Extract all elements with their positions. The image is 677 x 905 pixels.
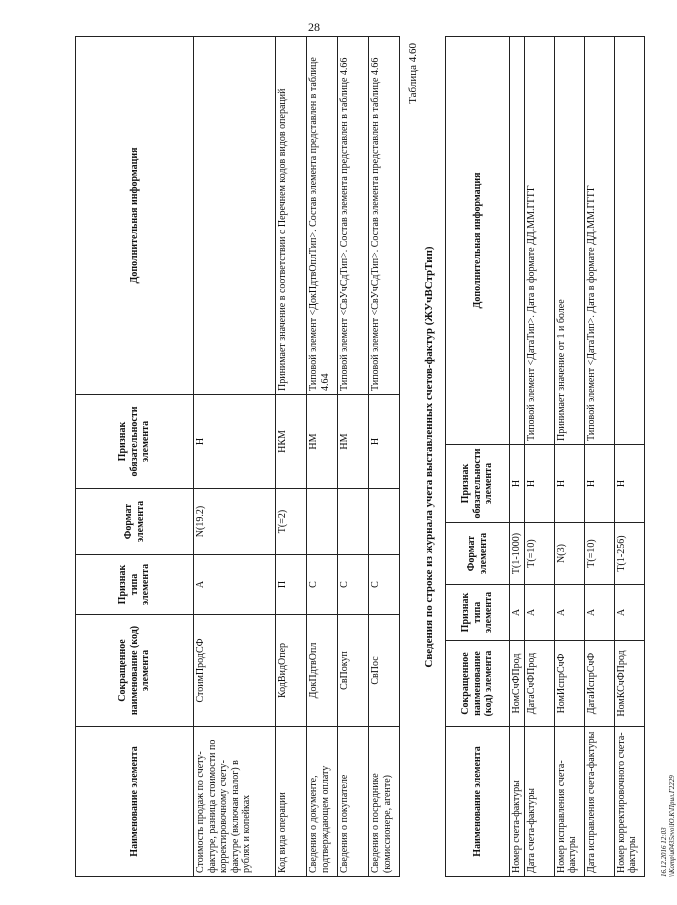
cell: Принимает значение от 1 и более [554, 37, 584, 445]
cell: ДатаИспрСчФ [584, 641, 614, 727]
cell [307, 489, 338, 555]
header-cell: Признак обязательности элемента [446, 445, 510, 523]
cell: Н [614, 445, 644, 523]
header-cell: Дополнительная информация [446, 37, 510, 445]
rotated-page [75, 37, 675, 877]
cell: СтоимПродСФ [194, 615, 276, 727]
table-caption: Сведения по строке из журнала учета выставленных счетов-фактур (ЖУчВСтрТип) [423, 246, 435, 668]
cell: Н [524, 445, 554, 523]
cell: СвПокуп [338, 615, 369, 727]
cell: Типовой элемент <СвУчСдТип>. Состав элемента представлен в таблице 4.66 [338, 37, 369, 395]
cell: П [276, 555, 307, 615]
cell: НМ [307, 395, 338, 489]
table-number-label: Таблица 4.60 [407, 43, 419, 104]
cell: T(=10) [584, 523, 614, 585]
cell: С [338, 555, 369, 615]
header-cell: Признак обязательности элемента [76, 395, 194, 489]
cell: НомИспрСчФ [554, 641, 584, 727]
cell: Стоимость продаж по счету-фактуре, разница стоимости по корректировочному счету-фактуре (включая налог) в рублях и копейках [194, 727, 276, 877]
cell: А [614, 585, 644, 641]
cell: Номер исправления счета-фактуры [554, 727, 584, 877]
cell: С [369, 555, 400, 615]
elements-table-continued [75, 36, 400, 877]
table-row [307, 37, 338, 877]
cell: Дата счета-фактуры [524, 727, 554, 877]
cell: СвПос [369, 615, 400, 727]
header-cell: Формат элемента [446, 523, 510, 585]
cell: НКМ [276, 395, 307, 489]
cell: НМ [338, 395, 369, 489]
cell: Типовой элемент <ДокПдтвОплТип>. Состав элемента представлен в таблице 4.64 [307, 37, 338, 395]
header-cell: Дополнительная информация [76, 37, 194, 395]
cell: T(=10) [524, 523, 554, 585]
cell [510, 37, 525, 445]
cell: Н [194, 395, 276, 489]
header-cell: Признак типа элемента [446, 585, 510, 641]
header-cell: Сокращенное наименование (код) элемента [76, 615, 194, 727]
cell: А [524, 585, 554, 641]
cell: Сведения о документе, подтверждающем оплату [307, 727, 338, 877]
cell: Типовой элемент <СвУчСдТип>. Состав элемента представлен в таблице 4.66 [369, 37, 400, 395]
stamp-date: 16.12.2016 12:03 [660, 827, 668, 877]
cell [338, 489, 369, 555]
table-header-row [76, 37, 194, 877]
cell: А [584, 585, 614, 641]
table-row [510, 37, 525, 877]
cell: N(19.2) [194, 489, 276, 555]
cell [614, 37, 644, 445]
cell: Сведения о покупателе [338, 727, 369, 877]
cell: Номер счета-фактуры [510, 727, 525, 877]
invoice-journal-table [445, 36, 645, 877]
cell: Дата исправления счета-фактуры [584, 727, 614, 877]
cell: ДатаСчФПрод [524, 641, 554, 727]
table-row [194, 37, 276, 877]
cell: Н [584, 445, 614, 523]
cell: Код вида операции [276, 727, 307, 877]
header-cell: Наименование элемента [446, 727, 510, 877]
cell: Н [554, 445, 584, 523]
cell: КодВидОпер [276, 615, 307, 727]
table-row [584, 37, 614, 877]
cell: НомКСчФПрод [614, 641, 644, 727]
table-row [369, 37, 400, 877]
cell: Сведения о посреднике (комиссионере, агенте) [369, 727, 400, 877]
cell [369, 489, 400, 555]
table-header-row [446, 37, 510, 877]
table-row [614, 37, 644, 877]
cell: Принимает значение в соответствии с Перечнем кодов видов операций [276, 37, 307, 395]
stamp-path: \\Komp\u0435гvо\Ю.К\Прил.Г2229 [668, 775, 677, 877]
table-row [524, 37, 554, 877]
cell: Типовой элемент <ДатаТип>. Дата в формате ДД.ММ.ГГГГ [584, 37, 614, 445]
cell: ДокПдтвОпл [307, 615, 338, 727]
table-row [338, 37, 369, 877]
header-cell: Признак типа элемента [76, 555, 194, 615]
cell: НомСчФПрод [510, 641, 525, 727]
table-row [276, 37, 307, 877]
cell: T(1-256) [614, 523, 644, 585]
cell: А [554, 585, 584, 641]
page-number: 28 [308, 20, 320, 34]
cell: T(=2) [276, 489, 307, 555]
cell: Н [510, 445, 525, 523]
header-cell: Наименование элемента [76, 727, 194, 877]
table-row [554, 37, 584, 877]
cell: Номер корректировочного счета-фактуры [614, 727, 644, 877]
cell: Н [369, 395, 400, 489]
file-stamp [660, 775, 677, 877]
header-cell: Сокращенное наименование (код) элемента [446, 641, 510, 727]
cell: Типовой элемент <ДатаТип>. Дата в формате ДД.ММ.ГГГГ [524, 37, 554, 445]
cell: N(3) [554, 523, 584, 585]
header-cell: Формат элемента [76, 489, 194, 555]
cell: А [194, 555, 276, 615]
cell [194, 37, 276, 395]
cell: А [510, 585, 525, 641]
cell: С [307, 555, 338, 615]
cell: T(1-1000) [510, 523, 525, 585]
